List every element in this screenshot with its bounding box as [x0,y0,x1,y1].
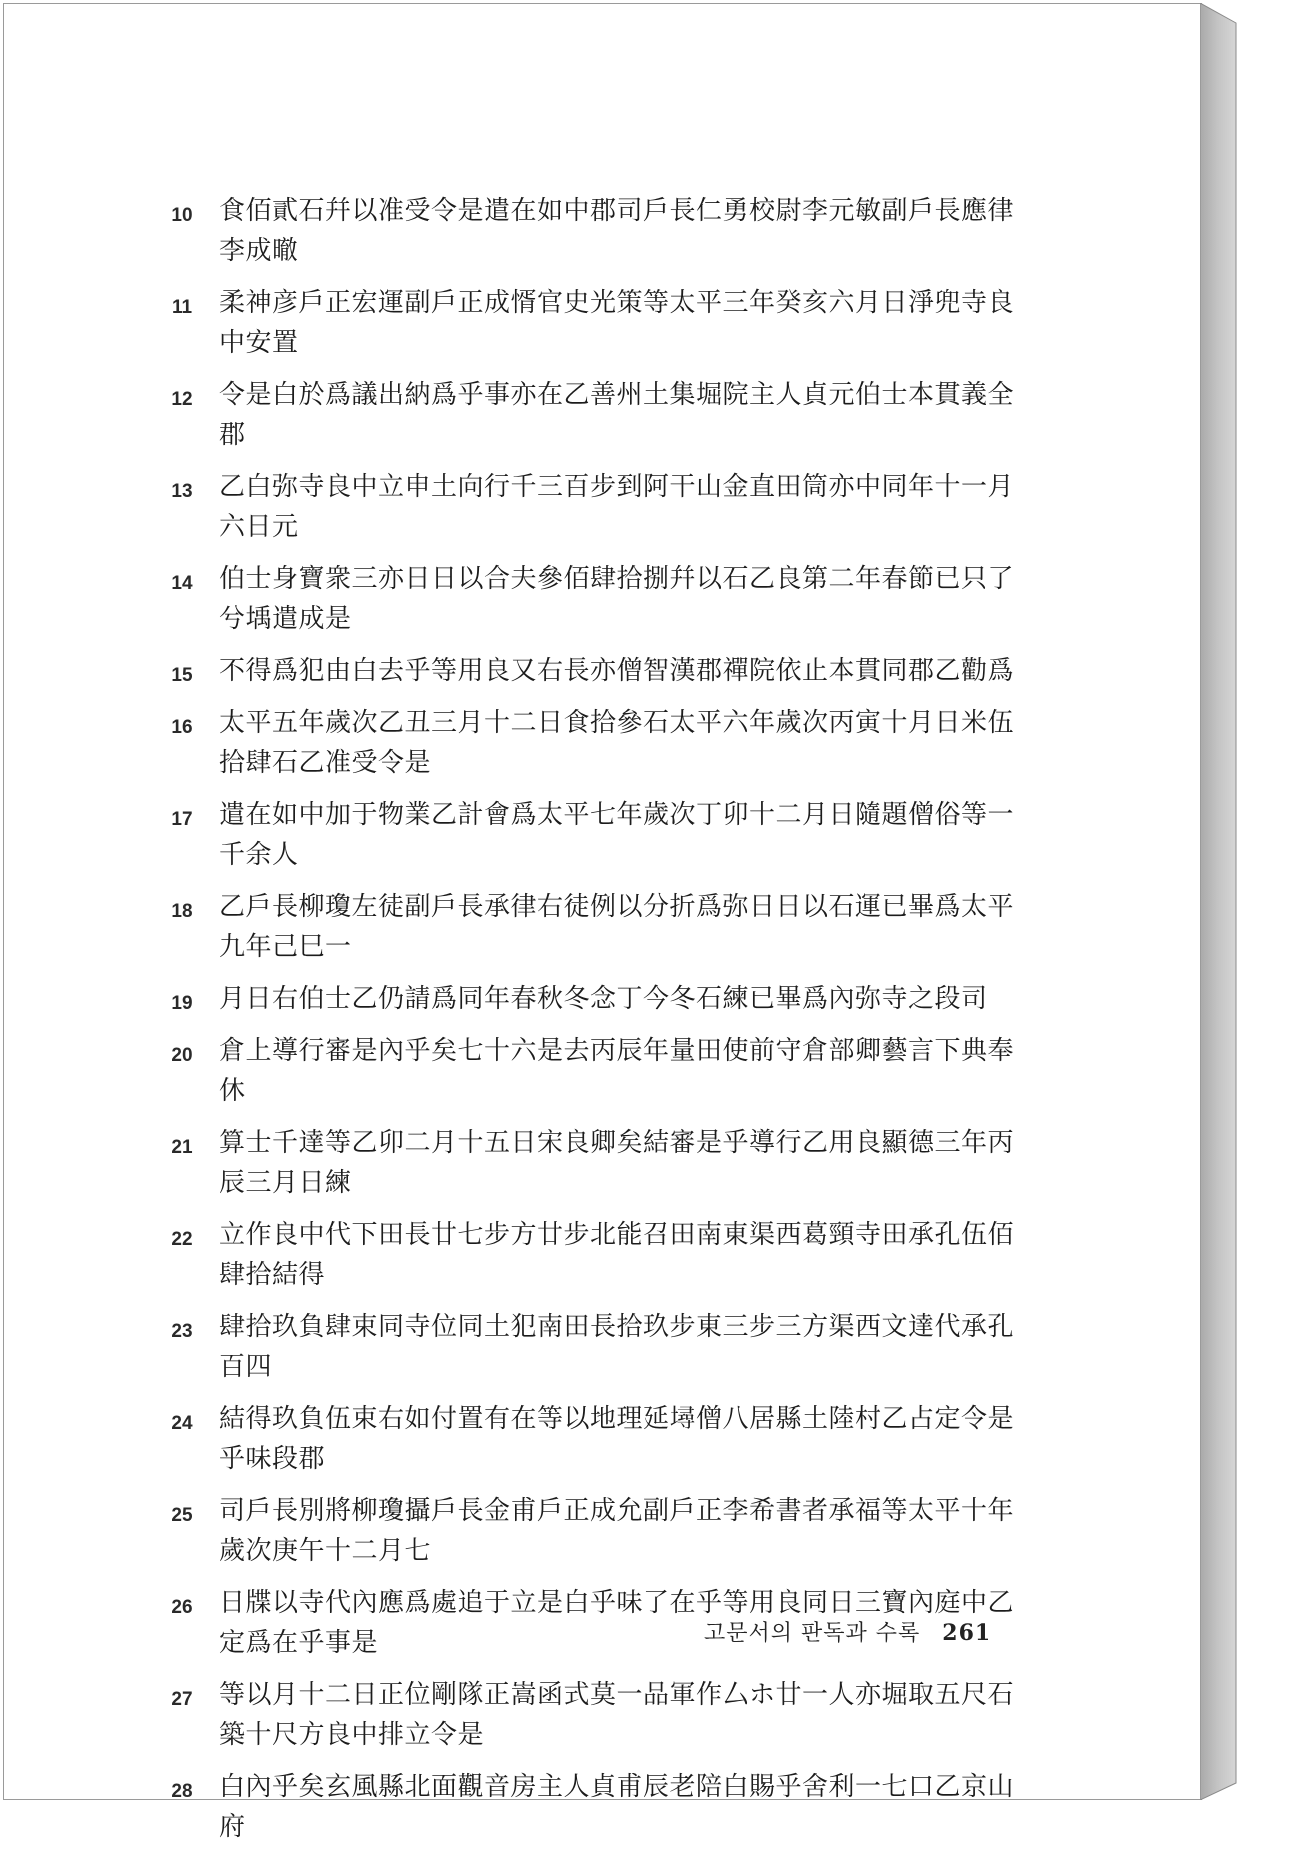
transcription-line [4,979,1203,1019]
line-text: 結得玖負伍束右如付置有在等以地理延𡑎僧八居縣土陸村乙占定令是乎味段郡 [219,1404,1015,1474]
transcription-line [4,1767,1203,1847]
line-number: 22 [171,1229,193,1250]
line-number: 28 [171,1781,193,1802]
transcription-line [4,1215,1203,1295]
transcription-line [4,467,1203,547]
line-number: 12 [171,389,193,410]
transcription-line [4,703,1203,783]
line-text: 太平五年歲次乙丑三月十二日食拾參石太平六年歲次丙寅十月日米伍拾肆石乙准受令是 [219,708,1015,778]
line-text: 不得爲犯由白去乎等用良又右長亦僧智漢郡禪院依止本貫同郡乙勸爲 [219,656,1015,686]
line-number: 17 [171,809,193,830]
line-text: 司戶長別將柳瓊攝戶長金甫戶正成允副戶正李希書者承福等太平十年歲次庚午十二月七 [219,1496,1015,1566]
transcription-line [4,375,1203,455]
line-text: 遣在如中加于物業乙計會爲太平七年歲次丁卯十二月日隨題僧俗等一千余人 [219,800,1015,870]
transcription-line [4,283,1203,363]
line-number: 10 [171,205,193,226]
transcription-line [4,1399,1203,1479]
line-number: 16 [171,717,193,738]
transcription-line [4,191,1203,271]
running-title: 고문서의 판독과 수록 [704,1621,921,1646]
line-number: 19 [171,993,193,1014]
transcription-line [4,559,1203,639]
line-number: 26 [171,1597,193,1618]
line-number: 24 [171,1413,193,1434]
line-number: 15 [171,665,193,686]
page-number: 261 [942,1620,992,1646]
line-text: 等以月十二日正位剛隊正嵩函式莫一品軍作厶ホ廿一人亦堀取五尺石築十尺方良中排立令是 [219,1680,1015,1750]
line-text: 柔神彦戶正宏運副戶正成㥠官史光策等太平三年癸亥六月日淨兜寺良中安置 [219,288,1015,358]
line-text: 日牒以寺代內應爲處追于立是白乎味了在乎等用良同日三寶內庭中乙定爲在乎事是 [219,1588,1015,1658]
page-footer [704,1616,991,1647]
line-number: 27 [171,1689,193,1710]
transcription-line [4,1123,1203,1203]
transcription-line [4,1583,1203,1663]
line-text: 倉上導行審是內乎矣七十六是去丙辰年量田使前守倉部卿藝言下典奉休 [219,1036,1015,1106]
line-text: 乙戶長柳瓊左徒副戶長承律右徒例以分折爲弥日日以石運已畢爲太平九年己巳一 [219,892,1015,962]
line-text: 立作良中代下田長廿七步方廿步北能召田南東渠西葛頸寺田承孔伍佰肆拾結得 [219,1220,1015,1290]
line-number: 11 [171,297,193,318]
transcription-line [4,795,1203,875]
transcription-line [4,1031,1203,1111]
transcription-line [4,1307,1203,1387]
spine-shading [1200,3,1240,1800]
line-text: 白內乎矣玄風縣北面觀音房主人貞甫辰老陪白賜乎舍利一七口乙京山府 [219,1772,1015,1842]
line-text: 算士千達等乙卯二月十五日宋良卿矣結審是乎導行乙用良顯德三年丙辰三月日練 [219,1128,1015,1198]
line-number: 20 [171,1045,193,1066]
line-number: 18 [171,901,193,922]
transcription-line [4,1491,1203,1571]
line-text: 肆拾玖負肆束同寺位同土犯南田長拾玖步東三步三方渠西文達代承孔百四 [219,1312,1015,1382]
transcription-line [4,1675,1203,1755]
transcription-line [4,887,1203,967]
line-text: 食佰貳石幷以准受令是遣在如中郡司戶長仁勇校尉李元敏副戶長應律李成㬚 [219,196,1015,266]
line-text: 令是白於爲議出納爲乎事亦在乙善州土集堀院主人貞元伯士本貫義全郡 [219,380,1015,450]
transcription-line [4,651,1203,691]
book-spine [1200,3,1240,1800]
line-text: 乙白弥寺良中立申土向行千三百步到阿干山金直田筒亦中同年十一月六日元 [219,472,1015,542]
transcription-body [4,191,1203,1859]
book-page [3,3,1202,1842]
line-number: 13 [171,481,193,502]
line-text: 月日右伯士乙仍請爲同年春秋冬念丁今冬石練已畢爲內弥寺之段司 [219,984,988,1014]
line-number: 14 [171,573,193,594]
line-number: 23 [171,1321,193,1342]
line-number: 25 [171,1505,193,1526]
line-text: 伯士身寶衆三亦日日以合夫參佰肆拾捌幷以石乙良第二年春節已只了兮㙖遣成是 [219,564,1015,634]
line-number: 21 [171,1137,193,1158]
